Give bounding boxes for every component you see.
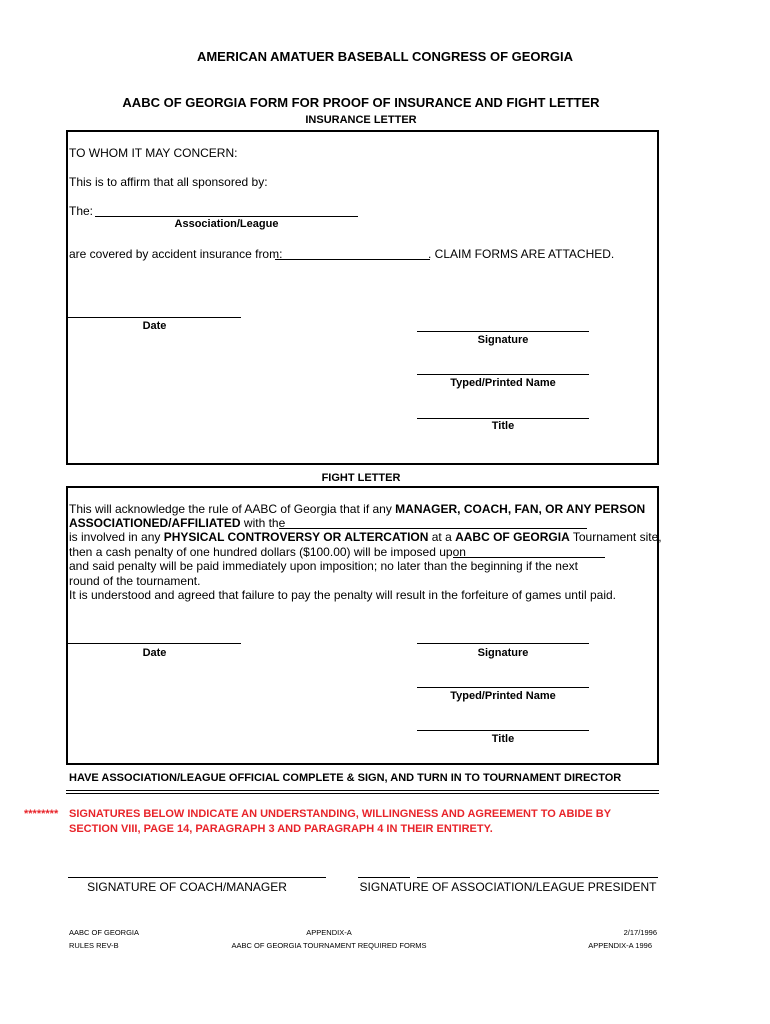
insurance-date-line[interactable] — [68, 317, 241, 318]
fight-signature-line[interactable] — [417, 643, 589, 644]
fight-line-3e: Tournament site, — [569, 530, 662, 544]
agreement-line-1: SIGNATURES BELOW INDICATE AN UNDERSTANDING, WILLINGNESS AND AGREEMENT TO ABIDE BY — [69, 808, 612, 820]
footer-appendix: APPENDIX-A — [306, 928, 352, 937]
president-signature-line[interactable] — [417, 877, 658, 878]
fight-name-line[interactable] — [417, 687, 589, 688]
insurer-blank[interactable] — [275, 259, 430, 260]
insurance-name-label: Typed/Printed Name — [450, 377, 556, 389]
footer-appendix-year: APPENDIX-A 1996 — [588, 941, 652, 950]
association-label: Association/League — [174, 218, 279, 230]
fight-title-line[interactable] — [417, 730, 589, 731]
org-title: AMERICAN AMATUER BASEBALL CONGRESS OF GEORGIA — [196, 49, 574, 64]
coach-signature-line[interactable] — [68, 877, 326, 878]
fight-with-the: with the — [240, 516, 286, 530]
instructions-text: HAVE ASSOCIATION/LEAGUE OFFICIAL COMPLETE & SIGN, AND TURN IN TO TOURNAMENT DIRECTOR — [69, 772, 622, 784]
association-blank[interactable] — [95, 216, 358, 217]
fight-line-6: round of the tournament. — [69, 574, 201, 588]
covered-text: are covered by accident insurance from: — [69, 247, 283, 261]
fight-line-2 — [69, 516, 285, 530]
fight-controversy: PHYSICAL CONTROVERSY OR ALTERCATION — [163, 530, 429, 544]
insurance-signature-label: Signature — [477, 334, 529, 346]
divider-top — [66, 790, 659, 791]
footer-forms: AABC OF GEORGIA TOURNAMENT REQUIRED FORMS — [231, 941, 427, 950]
fight-line-1-text: This will acknowledge the rule of AABC of Georgia that if any — [69, 502, 396, 516]
fight-affiliated: ASSOCIATIONED/AFFILIATED — [69, 516, 241, 530]
fight-penalty-blank[interactable] — [453, 557, 605, 558]
fight-signature-label: Signature — [477, 647, 529, 659]
insurance-heading: INSURANCE LETTER — [305, 114, 417, 126]
the-label: The: — [69, 204, 94, 218]
fight-aabc: AABC OF GEORGIA — [455, 530, 570, 544]
claim-text: . CLAIM FORMS ARE ATTACHED. — [428, 247, 615, 261]
fight-line-3a: is involved in any — [69, 530, 164, 544]
fight-line-1 — [69, 502, 645, 516]
salutation: TO WHOM IT MAY CONCERN: — [69, 146, 238, 160]
insurance-title-line[interactable] — [417, 418, 589, 419]
affirm-text: This is to affirm that all sponsored by: — [69, 175, 268, 189]
divider-bottom — [66, 793, 659, 794]
footer-date: 2/17/1996 — [623, 928, 657, 937]
fight-title-label: Title — [491, 733, 515, 745]
insurance-name-line[interactable] — [417, 374, 589, 375]
coach-signature-label: SIGNATURE OF COACH/MANAGER — [87, 880, 287, 894]
fight-date-line[interactable] — [68, 643, 241, 644]
fight-line-3c: at a — [428, 530, 456, 544]
fight-association-blank[interactable] — [279, 528, 587, 529]
fight-persons: MANAGER, COACH, FAN, OR ANY PERSON — [395, 502, 646, 516]
fight-name-label: Typed/Printed Name — [450, 690, 556, 702]
president-signature-label: SIGNATURE OF ASSOCIATION/LEAGUE PRESIDENT — [359, 880, 657, 894]
president-short-line[interactable] — [358, 877, 410, 878]
footer-rules: RULES REV-B — [69, 941, 119, 950]
fight-line-3 — [69, 530, 662, 544]
agreement-line-2: SECTION VIII, PAGE 14, PARAGRAPH 3 AND PARAGRAPH 4 IN THEIR ENTIRETY. — [69, 823, 493, 835]
footer-org: AABC OF GEORGIA — [69, 928, 140, 937]
fight-line-4: then a cash penalty of one hundred dollars ($100.00) will be imposed upon — [69, 545, 466, 559]
fight-line-5: and said penalty will be paid immediately upon imposition; no later than the beginning if the next — [69, 559, 578, 573]
insurance-date-label: Date — [142, 320, 167, 332]
agreement-stars: ******** — [24, 808, 59, 820]
form-title: AABC OF GEORGIA FORM FOR PROOF OF INSURANCE AND FIGHT LETTER — [122, 95, 600, 110]
insurance-signature-line[interactable] — [417, 331, 589, 332]
fight-heading: FIGHT LETTER — [321, 472, 401, 484]
insurance-title-label: Title — [491, 420, 515, 432]
fight-line-7: It is understood and agreed that failure to pay the penalty will result in the forfeiture of games until paid. — [69, 588, 616, 602]
fight-date-label: Date — [142, 647, 167, 659]
